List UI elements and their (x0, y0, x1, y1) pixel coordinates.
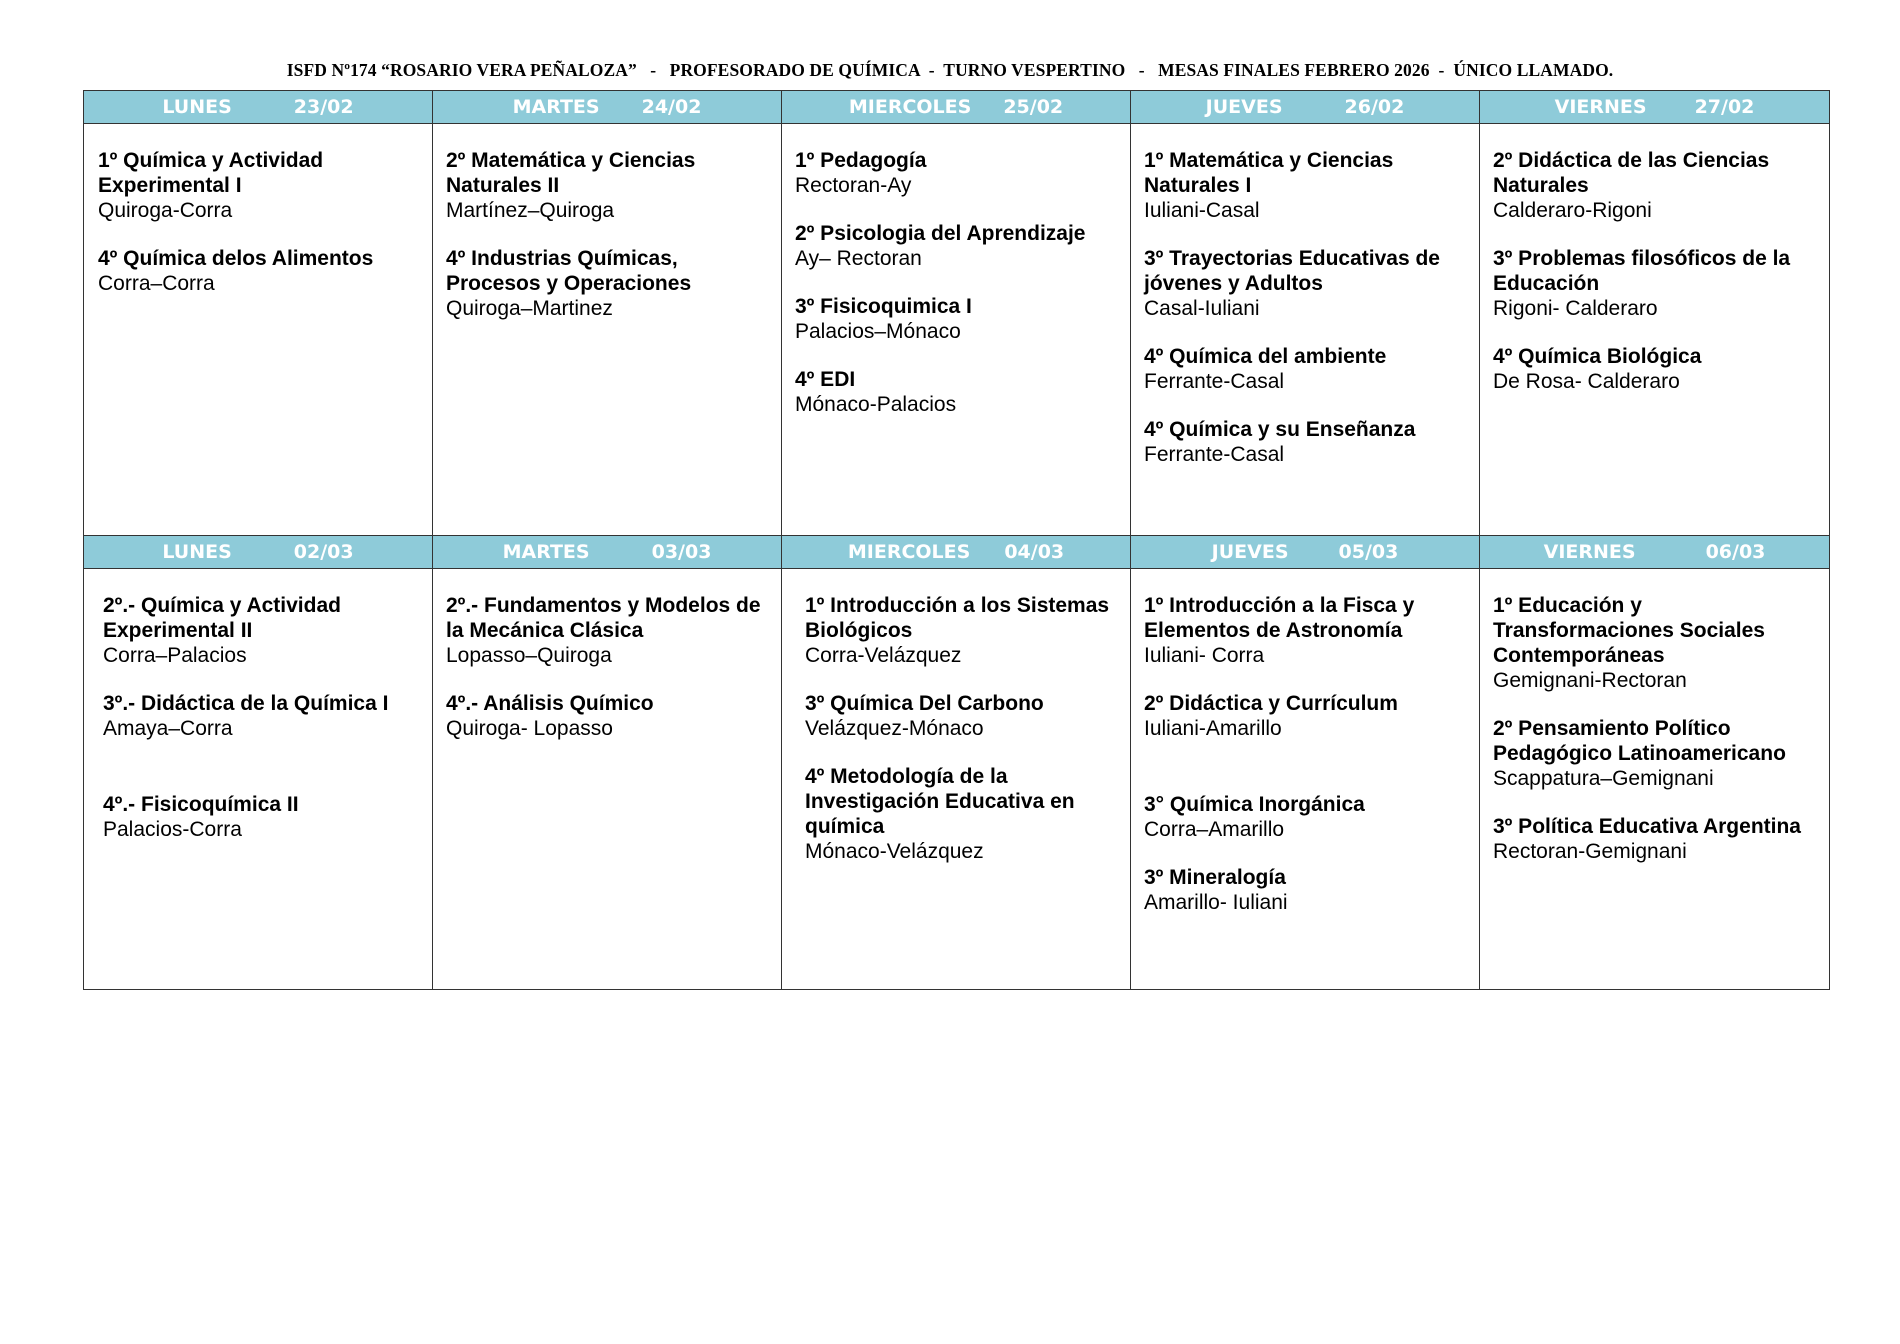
exam-entry (1493, 716, 1823, 792)
exam-subject: 2º Didáctica y Currículum (1144, 692, 1398, 715)
exam-subject: 2º.- Fundamentos y Modelos de la Mecánica Clásica (446, 594, 761, 642)
day-header-week1-viernes: VIERNES 27/02 (1480, 91, 1830, 124)
day-header-week1-lunes: LUNES 23/02 (84, 91, 433, 124)
exam-subject: 4º Química Biológica (1493, 345, 1702, 368)
exam-entry (446, 593, 775, 669)
exam-professors: Quiroga–Martinez (446, 297, 613, 320)
exam-entry (1493, 344, 1823, 395)
exam-entry (1144, 865, 1473, 916)
exam-entry (98, 246, 426, 297)
exam-subject: 4º Química y su Enseñanza (1144, 418, 1416, 441)
exam-subject: 3º.- Didáctica de la Química I (103, 692, 389, 715)
exam-schedule-table (83, 90, 1830, 990)
day-header-week1-miercoles: MIERCOLES 25/02 (782, 91, 1131, 124)
exam-professors: Palacios-Corra (103, 818, 242, 841)
exam-subject: 3º Trayectorias Educativas de jóvenes y Adultos (1144, 247, 1440, 295)
exam-subject: 3º Mineralogía (1144, 866, 1286, 889)
exam-subject: 4º Industrias Químicas, Procesos y Operaciones (446, 247, 692, 295)
exam-cell-week1-martes (433, 124, 782, 536)
exam-subject: 4º.- Análisis Químico (446, 692, 654, 715)
exam-subject: 2º Didáctica de las Ciencias Naturales (1493, 149, 1770, 197)
exam-professors: Scappatura–Gemignani (1493, 767, 1714, 790)
exam-entry (795, 367, 1124, 418)
exam-professors: Rigoni- Calderaro (1493, 297, 1658, 320)
exam-professors: Corra–Palacios (103, 644, 247, 667)
exam-entry (98, 148, 426, 224)
exam-professors: Casal-Iuliani (1144, 297, 1260, 320)
week1-header-row (84, 91, 1830, 124)
exam-subject: 2º Pensamiento Político Pedagógico Latinoamericano (1493, 717, 1786, 765)
exam-professors: Mónaco-Palacios (795, 393, 957, 416)
exam-cell-week2-viernes (1480, 569, 1830, 990)
day-header-week1-martes: MARTES 24/02 (433, 91, 782, 124)
day-header-week2-martes: MARTES 03/03 (433, 536, 782, 569)
exam-subject: 3º Fisicoquimica I (795, 295, 972, 318)
document-title: ISFD Nº174 “ROSARIO VERA PEÑALOZA” - PROFESORADO DE QUÍMICA - TURNO VESPERTINO - MESAS FINALES FEBRERO 2026 - ÚNICO LLAMADO. (286, 60, 1614, 80)
exam-subject: 1º Educación y Transformaciones Sociales Contemporáneas (1493, 594, 1765, 667)
day-header-week2-lunes: LUNES 02/03 (84, 536, 433, 569)
exam-entry (446, 246, 775, 322)
exam-professors: Rectoran-Ay (795, 174, 912, 197)
exam-cell-week1-viernes (1480, 124, 1830, 536)
exam-professors: Corra–Amarillo (1144, 818, 1285, 841)
exam-subject: 4º Química delos Alimentos (98, 247, 374, 270)
exam-professors: Amaya–Corra (103, 717, 233, 740)
exam-subject: 1º Introducción a los Sistemas Biológicos (805, 594, 1110, 642)
exam-entry (103, 691, 426, 742)
exam-professors: Martínez–Quiroga (446, 199, 615, 222)
exam-cell-week2-lunes (84, 569, 433, 990)
exam-cell-week2-miercoles (782, 569, 1131, 990)
day-header-week2-jueves: JUEVES 05/03 (1131, 536, 1480, 569)
exam-subject: 3º Política Educativa Argentina (1493, 815, 1801, 838)
day-header-week2-viernes: VIERNES 06/03 (1480, 536, 1830, 569)
exam-entry (1144, 148, 1473, 224)
exam-entry (805, 764, 1124, 865)
exam-entry (1144, 344, 1473, 395)
exam-subject: 1º Matemática y Ciencias Naturales I (1144, 149, 1394, 197)
exam-professors: Ferrante-Casal (1144, 370, 1285, 393)
exam-entry (1493, 593, 1823, 694)
day-header-week2-miercoles: MIERCOLES 04/03 (782, 536, 1131, 569)
exam-entry (805, 691, 1124, 742)
exam-professors: De Rosa- Calderaro (1493, 370, 1680, 393)
exam-professors: Velázquez-Mónaco (805, 717, 984, 740)
exam-entry (1144, 246, 1473, 322)
exam-subject: 3º Problemas filosóficos de la Educación (1493, 247, 1791, 295)
exam-professors: Lopasso–Quiroga (446, 644, 612, 667)
exam-professors: Calderaro-Rigoni (1493, 199, 1652, 222)
exam-professors: Iuliani-Amarillo (1144, 717, 1282, 740)
exam-professors: Corra-Velázquez (805, 644, 962, 667)
exam-professors: Gemignani-Rectoran (1493, 669, 1687, 692)
exam-entry (446, 148, 775, 224)
exam-cell-week1-lunes (84, 124, 433, 536)
week1-exams-row (84, 124, 1830, 536)
exam-professors: Iuliani-Casal (1144, 199, 1260, 222)
exam-entry (1144, 417, 1473, 468)
exam-professors: Ferrante-Casal (1144, 443, 1285, 466)
exam-professors: Iuliani- Corra (1144, 644, 1265, 667)
exam-professors: Amarillo- Iuliani (1144, 891, 1288, 914)
exam-cell-week2-martes (433, 569, 782, 990)
exam-subject: 1º Química y Actividad Experimental I (98, 149, 324, 197)
exam-professors: Ay– Rectoran (795, 247, 922, 270)
exam-subject: 2º Matemática y Ciencias Naturales II (446, 149, 696, 197)
exam-entry (1144, 792, 1473, 843)
exam-entry (805, 593, 1124, 669)
exam-entry (1493, 246, 1823, 322)
exam-entry (1144, 691, 1473, 742)
exam-subject: 4º Metodología de la Investigación Educativa en química (805, 765, 1075, 838)
exam-entry (1493, 148, 1823, 224)
exam-entry (103, 593, 426, 669)
exam-professors: Quiroga- Lopasso (446, 717, 613, 740)
week2-header-row (84, 536, 1830, 569)
exam-subject: 4º Química del ambiente (1144, 345, 1387, 368)
exam-subject: 3º Química Del Carbono (805, 692, 1044, 715)
exam-subject: 2º Psicologia del Aprendizaje (795, 222, 1086, 245)
day-header-week1-jueves: JUEVES 26/02 (1131, 91, 1480, 124)
exam-entry (1144, 593, 1473, 669)
exam-subject: 3° Química Inorgánica (1144, 793, 1365, 816)
exam-professors: Palacios–Mónaco (795, 320, 961, 343)
exam-professors: Corra–Corra (98, 272, 215, 295)
exam-entry (1493, 814, 1823, 865)
exam-professors: Quiroga-Corra (98, 199, 233, 222)
exam-entry (795, 294, 1124, 345)
exam-cell-week1-jueves (1131, 124, 1480, 536)
exam-cell-week1-miercoles (782, 124, 1131, 536)
exam-entry (446, 691, 775, 742)
exam-subject: 2º.- Química y Actividad Experimental II (103, 594, 341, 642)
exam-subject: 1º Pedagogía (795, 149, 927, 172)
exam-entry (795, 148, 1124, 199)
exam-subject: 1º Introducción a la Fisca y Elementos de Astronomía (1144, 594, 1415, 642)
exam-entry (103, 792, 426, 843)
week2-exams-row (84, 569, 1830, 990)
exam-professors: Rectoran-Gemignani (1493, 840, 1687, 863)
exam-entry (795, 221, 1124, 272)
exam-subject: 4º.- Fisicoquímica II (103, 793, 299, 816)
exam-cell-week2-jueves (1131, 569, 1480, 990)
exam-professors: Mónaco-Velázquez (805, 840, 984, 863)
exam-subject: 4º EDI (795, 368, 856, 391)
